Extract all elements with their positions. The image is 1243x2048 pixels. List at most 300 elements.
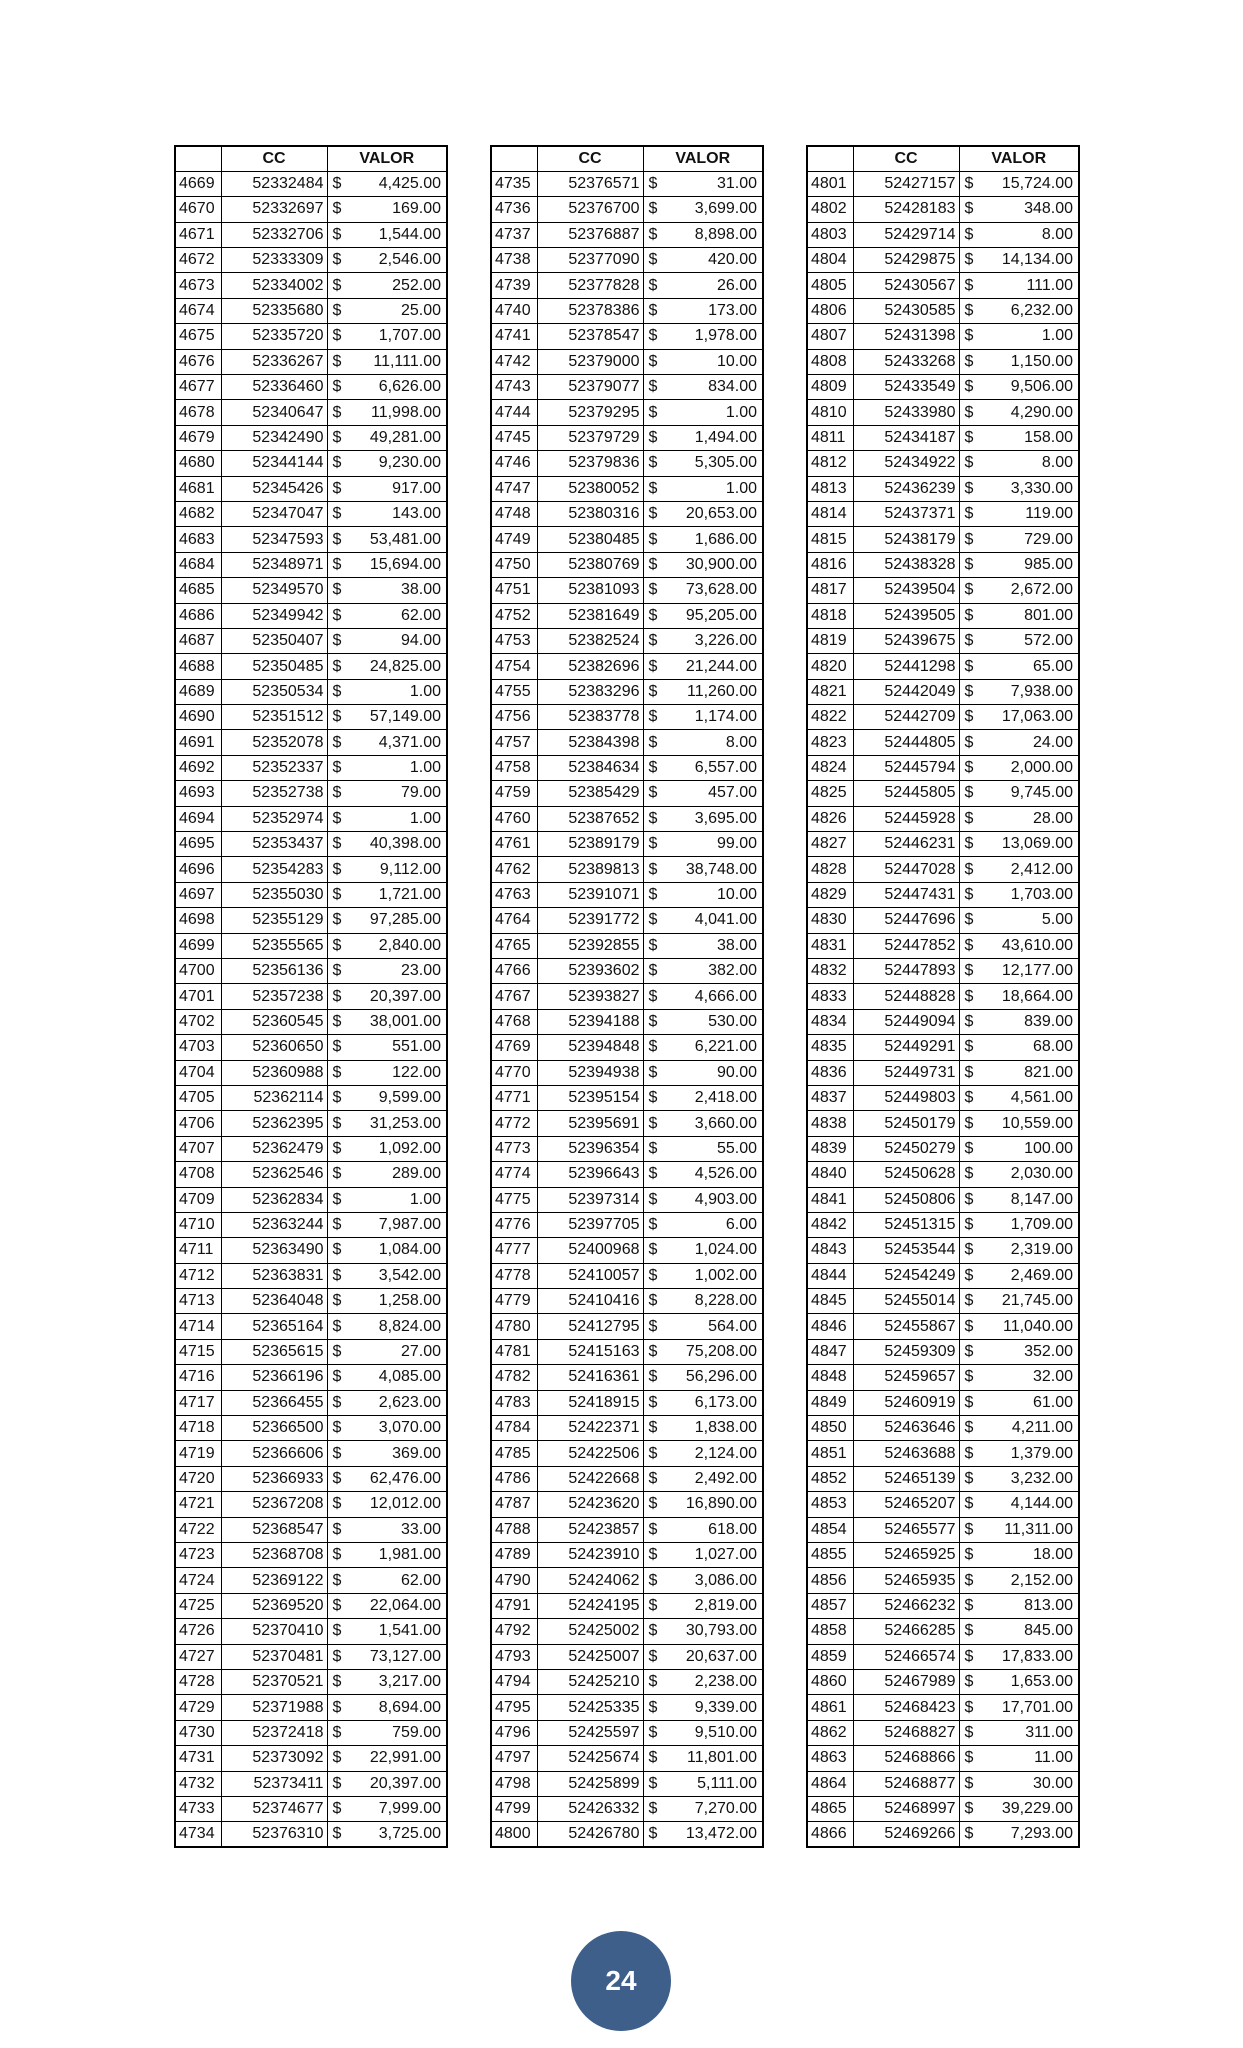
row-id-cell: 4833 [807,984,853,1009]
cc-cell: 52350534 [221,679,327,704]
currency-symbol-cell: $ [959,248,983,273]
cc-cell: 52363831 [221,1263,327,1288]
row-id-cell: 4740 [491,298,537,323]
valor-cell: 6.00 [667,1212,763,1237]
currency-symbol-cell: $ [959,857,983,882]
cc-cell: 52391071 [537,882,643,907]
cc-cell: 52360650 [221,1035,327,1060]
row-id-cell: 4829 [807,882,853,907]
row-id-cell: 4767 [491,984,537,1009]
table-row [175,1339,447,1364]
row-id-cell: 4689 [175,679,221,704]
valor-cell: 56,296.00 [667,1365,763,1390]
cc-cell: 52439505 [853,603,959,628]
table-row [491,349,763,374]
cc-cell: 52396354 [537,1136,643,1161]
valor-cell: 1,174.00 [667,705,763,730]
table-row [807,1720,1079,1745]
valor-cell: 1,494.00 [667,425,763,450]
table-row [491,1796,763,1821]
cc-cell: 52460919 [853,1390,959,1415]
cc-cell: 52384398 [537,730,643,755]
currency-symbol-cell: $ [327,1441,351,1466]
table-row [807,882,1079,907]
table-row [175,908,447,933]
currency-symbol-cell: $ [959,1720,983,1745]
row-id-cell: 4834 [807,1009,853,1034]
row-id-cell: 4698 [175,908,221,933]
cc-cell: 52426780 [537,1822,643,1847]
table-row [491,654,763,679]
row-id-cell: 4695 [175,832,221,857]
row-id-cell: 4682 [175,501,221,526]
row-id-cell: 4802 [807,197,853,222]
cc-cell: 52383778 [537,705,643,730]
valor-cell: 3,699.00 [667,197,763,222]
row-id-cell: 4797 [491,1746,537,1771]
valor-cell: 15,724.00 [983,171,1079,196]
currency-symbol-cell: $ [959,1035,983,1060]
currency-symbol-cell: $ [959,1060,983,1085]
row-id-cell: 4830 [807,908,853,933]
row-id-cell: 4803 [807,222,853,247]
table-row [175,628,447,653]
currency-symbol-cell: $ [327,552,351,577]
table-row [175,755,447,780]
valor-cell: 28.00 [983,806,1079,831]
currency-symbol-cell: $ [327,1035,351,1060]
currency-symbol-cell: $ [959,171,983,196]
cc-cell: 52433268 [853,349,959,374]
row-id-cell: 4805 [807,273,853,298]
valor-cell: 352.00 [983,1339,1079,1364]
currency-symbol-cell: $ [327,1568,351,1593]
table-row [491,1009,763,1034]
table-row [175,1796,447,1821]
cc-cell: 52465577 [853,1517,959,1542]
cc-cell: 52389813 [537,857,643,882]
table-row [491,1517,763,1542]
cc-cell: 52334002 [221,273,327,298]
row-id-cell: 4758 [491,755,537,780]
valor-cell: 839.00 [983,1009,1079,1034]
cc-cell: 52439504 [853,578,959,603]
row-id-cell: 4808 [807,349,853,374]
currency-symbol-cell: $ [327,933,351,958]
cc-cell: 52444805 [853,730,959,755]
table-row [491,476,763,501]
valor-cell: 821.00 [983,1060,1079,1085]
table-row [491,959,763,984]
valor-cell: 20,637.00 [667,1644,763,1669]
cc-cell: 52415163 [537,1339,643,1364]
table-row [175,933,447,958]
table-row [491,527,763,552]
row-id-cell: 4676 [175,349,221,374]
table-row [807,375,1079,400]
table-row [491,1441,763,1466]
cc-cell: 52356136 [221,959,327,984]
data-table [490,145,764,1848]
valor-cell: 3,226.00 [667,628,763,653]
table-row [807,1695,1079,1720]
header-valor: VALOR [959,146,1079,171]
valor-cell: 22,991.00 [351,1746,447,1771]
table-row [491,1263,763,1288]
table-row [807,1365,1079,1390]
cc-cell: 52365615 [221,1339,327,1364]
currency-symbol-cell: $ [959,1441,983,1466]
valor-cell: 2,030.00 [983,1162,1079,1187]
cc-cell: 52366455 [221,1390,327,1415]
currency-symbol-cell: $ [643,832,667,857]
valor-cell: 3,070.00 [351,1416,447,1441]
valor-cell: 311.00 [983,1720,1079,1745]
table-row [491,1492,763,1517]
row-id-cell: 4815 [807,527,853,552]
row-id-cell: 4680 [175,451,221,476]
cc-cell: 52445928 [853,806,959,831]
header-cc: CC [221,146,327,171]
row-id-cell: 4696 [175,857,221,882]
row-id-cell: 4751 [491,578,537,603]
table-row [491,324,763,349]
valor-cell: 2,152.00 [983,1568,1079,1593]
row-id-cell: 4837 [807,1085,853,1110]
row-id-cell: 4863 [807,1746,853,1771]
currency-symbol-cell: $ [327,1111,351,1136]
currency-symbol-cell: $ [643,349,667,374]
row-id-cell: 4669 [175,171,221,196]
cc-cell: 52381649 [537,603,643,628]
row-id-cell: 4718 [175,1416,221,1441]
row-id-cell: 4757 [491,730,537,755]
table-row [807,1796,1079,1821]
currency-symbol-cell: $ [959,1289,983,1314]
table-row [807,1314,1079,1339]
valor-cell: 65.00 [983,654,1079,679]
currency-symbol-cell: $ [643,425,667,450]
currency-symbol-cell: $ [959,375,983,400]
valor-cell: 30,900.00 [667,552,763,577]
valor-cell: 38.00 [667,933,763,958]
currency-symbol-cell: $ [643,730,667,755]
row-id-cell: 4769 [491,1035,537,1060]
currency-symbol-cell: $ [643,1441,667,1466]
currency-symbol-cell: $ [643,1796,667,1821]
row-id-cell: 4717 [175,1390,221,1415]
currency-symbol-cell: $ [327,1212,351,1237]
valor-cell: 11,040.00 [983,1314,1079,1339]
row-id-cell: 4794 [491,1669,537,1694]
row-id-cell: 4671 [175,222,221,247]
row-id-cell: 4715 [175,1339,221,1364]
currency-symbol-cell: $ [327,1289,351,1314]
currency-symbol-cell: $ [643,400,667,425]
table-row [491,1695,763,1720]
currency-symbol-cell: $ [327,654,351,679]
valor-cell: 1.00 [351,679,447,704]
table-row [491,197,763,222]
valor-cell: 39,229.00 [983,1796,1079,1821]
currency-symbol-cell: $ [327,1644,351,1669]
row-id-cell: 4822 [807,705,853,730]
currency-symbol-cell: $ [327,1187,351,1212]
table-row [807,1162,1079,1187]
cc-cell: 52348971 [221,552,327,577]
row-id-cell: 4804 [807,248,853,273]
table-row [807,1619,1079,1644]
valor-cell: 38,748.00 [667,857,763,882]
cc-cell: 52370481 [221,1644,327,1669]
valor-cell: 8.00 [983,451,1079,476]
currency-symbol-cell: $ [959,806,983,831]
currency-symbol-cell: $ [643,628,667,653]
valor-cell: 2,124.00 [667,1441,763,1466]
currency-symbol-cell: $ [643,1822,667,1847]
currency-symbol-cell: $ [959,197,983,222]
cc-cell: 52434922 [853,451,959,476]
currency-symbol-cell: $ [959,1593,983,1618]
row-id-cell: 4860 [807,1669,853,1694]
valor-cell: 3,725.00 [351,1822,447,1847]
row-id-cell: 4738 [491,248,537,273]
row-id-cell: 4831 [807,933,853,958]
currency-symbol-cell: $ [959,1187,983,1212]
row-id-cell: 4847 [807,1339,853,1364]
currency-symbol-cell: $ [643,1212,667,1237]
currency-symbol-cell: $ [959,1416,983,1441]
table-body [807,171,1079,1847]
table-row [807,1263,1079,1288]
row-id-cell: 4839 [807,1136,853,1161]
table-row [807,1212,1079,1237]
row-id-cell: 4810 [807,400,853,425]
valor-cell: 729.00 [983,527,1079,552]
currency-symbol-cell: $ [643,1136,667,1161]
row-id-cell: 4852 [807,1466,853,1491]
currency-symbol-cell: $ [959,1136,983,1161]
table-row [175,1416,447,1441]
valor-cell: 38,001.00 [351,1009,447,1034]
row-id-cell: 4842 [807,1212,853,1237]
valor-cell: 21,745.00 [983,1289,1079,1314]
cc-cell: 52379729 [537,425,643,450]
cc-cell: 52379836 [537,451,643,476]
valor-cell: 4,666.00 [667,984,763,1009]
cc-cell: 52442049 [853,679,959,704]
valor-cell: 1.00 [351,1187,447,1212]
table-row [175,1111,447,1136]
table-row [175,501,447,526]
row-id-cell: 4697 [175,882,221,907]
valor-cell: 1,709.00 [983,1212,1079,1237]
table-row [491,882,763,907]
row-id-cell: 4859 [807,1644,853,1669]
row-id-cell: 4799 [491,1796,537,1821]
valor-cell: 10,559.00 [983,1111,1079,1136]
currency-symbol-cell: $ [643,1644,667,1669]
currency-symbol-cell: $ [327,1365,351,1390]
valor-cell: 348.00 [983,197,1079,222]
valor-cell: 8,147.00 [983,1187,1079,1212]
table-block-3 [806,145,1080,1848]
row-id-cell: 4825 [807,781,853,806]
cc-cell: 52448828 [853,984,959,1009]
currency-symbol-cell: $ [959,1111,983,1136]
table-row [491,679,763,704]
row-id-cell: 4789 [491,1542,537,1567]
currency-symbol-cell: $ [327,1492,351,1517]
table-row [807,324,1079,349]
cc-cell: 52450628 [853,1162,959,1187]
cc-cell: 52425674 [537,1746,643,1771]
cc-cell: 52410057 [537,1263,643,1288]
cc-cell: 52438328 [853,552,959,577]
table-row [807,171,1079,196]
cc-cell: 52366500 [221,1416,327,1441]
row-id-cell: 4701 [175,984,221,1009]
valor-cell: 30.00 [983,1771,1079,1796]
cc-cell: 52459657 [853,1365,959,1390]
table-row [807,1187,1079,1212]
currency-symbol-cell: $ [959,1009,983,1034]
currency-symbol-cell: $ [327,1416,351,1441]
header-row [807,146,1079,171]
currency-symbol-cell: $ [643,1263,667,1288]
currency-symbol-cell: $ [959,1568,983,1593]
cc-cell: 52433980 [853,400,959,425]
valor-cell: 90.00 [667,1060,763,1085]
table-row [175,349,447,374]
valor-cell: 100.00 [983,1136,1079,1161]
row-id-cell: 4790 [491,1568,537,1593]
valor-cell: 17,063.00 [983,705,1079,730]
row-id-cell: 4734 [175,1822,221,1847]
row-id-cell: 4700 [175,959,221,984]
table-row [175,1695,447,1720]
valor-cell: 2,546.00 [351,248,447,273]
row-id-cell: 4678 [175,400,221,425]
valor-cell: 25.00 [351,298,447,323]
currency-symbol-cell: $ [643,222,667,247]
table-row [807,730,1079,755]
valor-cell: 55.00 [667,1136,763,1161]
table-row [807,1822,1079,1847]
currency-symbol-cell: $ [327,679,351,704]
currency-symbol-cell: $ [643,1390,667,1415]
cc-cell: 52362479 [221,1136,327,1161]
currency-symbol-cell: $ [327,1263,351,1288]
valor-cell: 4,041.00 [667,908,763,933]
valor-cell: 97,285.00 [351,908,447,933]
currency-symbol-cell: $ [959,1771,983,1796]
row-id-cell: 4828 [807,857,853,882]
row-id-cell: 4708 [175,1162,221,1187]
row-id-cell: 4703 [175,1035,221,1060]
cc-cell: 52423910 [537,1542,643,1567]
valor-cell: 27.00 [351,1339,447,1364]
cc-cell: 52454249 [853,1263,959,1288]
valor-cell: 2,819.00 [667,1593,763,1618]
valor-cell: 1,150.00 [983,349,1079,374]
valor-cell: 1,981.00 [351,1542,447,1567]
table-row [491,298,763,323]
table-row [175,1009,447,1034]
valor-cell: 14,134.00 [983,248,1079,273]
currency-symbol-cell: $ [959,1669,983,1694]
currency-symbol-cell: $ [959,933,983,958]
row-id-cell: 4704 [175,1060,221,1085]
cc-cell: 52380316 [537,501,643,526]
row-id-cell: 4801 [807,171,853,196]
cc-cell: 52394938 [537,1060,643,1085]
valor-cell: 1,379.00 [983,1441,1079,1466]
cc-cell: 52394188 [537,1009,643,1034]
valor-cell: 7,293.00 [983,1822,1079,1847]
currency-symbol-cell: $ [643,603,667,628]
cc-cell: 52463688 [853,1441,959,1466]
table-row [491,1162,763,1187]
valor-cell: 8.00 [983,222,1079,247]
table-row [807,1746,1079,1771]
valor-cell: 7,987.00 [351,1212,447,1237]
valor-cell: 13,069.00 [983,832,1079,857]
currency-symbol-cell: $ [643,1314,667,1339]
cc-cell: 52369520 [221,1593,327,1618]
table-row [807,527,1079,552]
cc-cell: 52355129 [221,908,327,933]
table-row [491,933,763,958]
valor-cell: 62.00 [351,1568,447,1593]
valor-cell: 11,998.00 [351,400,447,425]
cc-cell: 52368547 [221,1517,327,1542]
valor-cell: 618.00 [667,1517,763,1542]
valor-cell: 1.00 [667,400,763,425]
cc-cell: 52380052 [537,476,643,501]
currency-symbol-cell: $ [643,451,667,476]
table-row [491,1289,763,1314]
table-row [807,1542,1079,1567]
cc-cell: 52332706 [221,222,327,247]
currency-symbol-cell: $ [959,1466,983,1491]
table-row [807,1669,1079,1694]
currency-symbol-cell: $ [327,628,351,653]
cc-cell: 52455014 [853,1289,959,1314]
row-id-cell: 4854 [807,1517,853,1542]
currency-symbol-cell: $ [327,1390,351,1415]
currency-symbol-cell: $ [643,959,667,984]
table-row [807,705,1079,730]
valor-cell: 2,238.00 [667,1669,763,1694]
table-row [807,781,1079,806]
valor-cell: 9,510.00 [667,1720,763,1745]
currency-symbol-cell: $ [643,298,667,323]
row-id-cell: 4800 [491,1822,537,1847]
currency-symbol-cell: $ [643,1720,667,1745]
currency-symbol-cell: $ [327,705,351,730]
valor-cell: 382.00 [667,959,763,984]
cc-cell: 52360988 [221,1060,327,1085]
row-id-cell: 4687 [175,628,221,653]
valor-cell: 4,211.00 [983,1416,1079,1441]
table-row [807,1517,1079,1542]
valor-cell: 11,801.00 [667,1746,763,1771]
valor-cell: 3,232.00 [983,1466,1079,1491]
table-row [175,1390,447,1415]
cc-cell: 52344144 [221,451,327,476]
row-id-cell: 4743 [491,375,537,400]
